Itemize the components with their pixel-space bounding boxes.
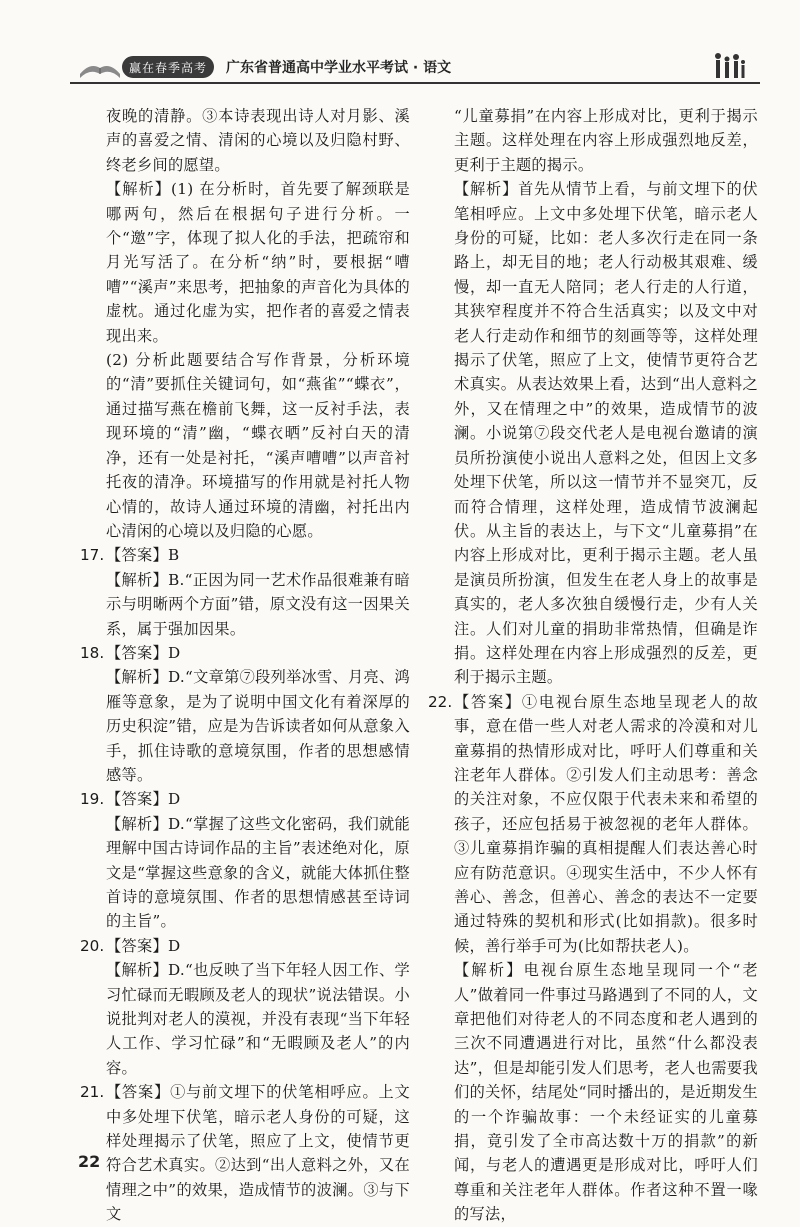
- question-17: [80, 543, 410, 641]
- answer-line: 【答案】D: [106, 643, 181, 662]
- question-number: 22.: [428, 692, 453, 711]
- header-rule: [70, 82, 760, 84]
- page-number: 22: [78, 1152, 101, 1171]
- answer-line: 【答案】D: [106, 790, 181, 809]
- book-title: 广东省普通高中学业水平考试 · 语文: [226, 60, 452, 76]
- left-column: [80, 104, 410, 1227]
- question-18: [80, 641, 410, 787]
- q16-answer-continued: 夜晚的清静。③本诗表现出诗人对月影、溪声的喜爱之情、清闲的心境以及归隐村野、终老乡间的愿望。: [106, 107, 410, 174]
- question-number: 17.: [80, 546, 105, 565]
- question-number: 20.: [80, 936, 105, 955]
- family-icon: [712, 50, 746, 80]
- q16-analysis-part1: 【解析】(1) 在分析时，首先要了解颈联是哪两句，然后在根据句子进行分析。一个“邀”字，体现了拟人化的手法，把疏帘和月光写活了。在分析“纳”时，要根据“嘈嘈”“溪声”来思考，把抽象的声音化为具体的虚枕。通过化虚为实，把作者的喜爱之情表现出来。: [106, 180, 410, 345]
- answer-line: 【答案】①电视台原生态地呈现老人的故事，意在借一些人对老人需求的冷漠和对儿童募捐的热情形成对比，呼吁人们尊重和关注老年人群体。②引发人们主动思考：善念的关注对象，不应仅限于代表未来和希望的孩子，还应包括易于被忽视的老年人群体。③儿童募捐诈骗的真相提醒人们表达善心时应有防范意识。④现实生活中，不少人怀有善心、善念，但善心、善念的表达不一定要通过特殊的契机和形式(比如捐款)。很多时候，善行举手可为(比如帮扶老人)。: [454, 692, 758, 955]
- analysis-text: 【解析】电视台原生态地呈现同一个“老人”做着同一件事过马路遇到了不同的人，文章把他们对待老人的不同态度和老人遇到的三次不同遭遇进行对比，虽然“什么都没表达”，但是却能引发人们思考，老人也需要我们的关怀，结尾处“同时播出的，是近期发生的一个诈骗故事：一个未经证实的儿童募捐，竟引发了全市高达数十万的捐款”的新闻，与老人的遭遇更是形成对比，呼吁人们尊重和关注老年人群体。作者这种不置一喙的写法，: [454, 961, 758, 1224]
- analysis-text: 【解析】D.“也反映了当下年轻人因工作、学习忙碌而无暇顾及老人的现状”说法错误。小说批判对老人的漠视，并没有表现“当下年轻人工作、学习忙碌”和“无暇顾及老人”的内容。: [106, 961, 410, 1077]
- question-22: [428, 690, 758, 1227]
- answer-line: 【答案】D: [106, 936, 181, 955]
- answer-line: 【答案】①与前文埋下的伏笔相呼应。上文中多处埋下伏笔，暗示老人身份的可疑，这样处理揭示了伏笔，照应了上文，使情节更符合艺术真实。②达到“出人意料之外，又在情理之中”的效果，造成情节的波澜。③与下文: [106, 1083, 410, 1224]
- open-book-icon: [78, 54, 122, 80]
- question-number: 21.: [80, 1083, 105, 1102]
- analysis-text: 【解析】B.“正因为同一艺术作品很难兼有暗示与明晰两个方面”错，原文没有这一因果关系，属于强加因果。: [106, 570, 410, 638]
- question-number: 19.: [80, 790, 105, 809]
- right-column: [428, 104, 758, 1227]
- q16-analysis-part2: (2) 分析此题要结合写作背景，分析环境的“清”要抓住关键词句，如“燕雀”“蝶衣”，通过描写燕在檐前飞舞，这一反衬手法，表现环境的“清”幽，“蝶衣晒”反衬白天的清净，还有一处是衬托，“溪声嘈嘈”以声音衬托夜的清净。环境描写的作用就是衬托人物心情的，故诗人通过环境的清幽，衬托出内心清闲的心境以及归隐的心愿。: [106, 351, 410, 540]
- q21-answer-continued: “儿童募捐”在内容上形成对比，更利于揭示主题。这样处理在内容上形成强烈地反差，更利于主题的揭示。: [454, 107, 758, 174]
- question-19: [80, 787, 410, 933]
- question-number: 18.: [80, 643, 105, 662]
- series-badge: 赢在春季高考: [122, 56, 214, 78]
- analysis-text: 【解析】D.“文章第⑦段列举冰雪、月亮、鸿雁等意象，是为了说明中国文化有着深厚的历史积淀”错，应是为告诉读者如何从意象入手，抓住诗歌的意境氛围，作者的思想感情感等。: [106, 668, 410, 784]
- answer-line: 【答案】B: [106, 546, 180, 565]
- analysis-text: 【解析】D.“掌握了这些文化密码，我们就能理解中国古诗词作品的主旨”表述绝对化，原文是“掌握这些意象的含义，就能大体抓住整首诗的意境氛围、作者的思想情感甚至诗词的主旨”。: [106, 814, 410, 931]
- question-20: [80, 934, 410, 1080]
- page-header: [0, 0, 800, 100]
- q21-analysis: 【解析】首先从情节上看，与前文埋下的伏笔相呼应。上文中多处埋下伏笔，暗示老人身份的可疑，比如：老人多次行走在同一条路上，却无目的地；老人行动极其艰难、缓慢，却一直无人陪同；老人行走的人行道，其狭窄程度并不符合生活真实；以及文中对老人行走动作和细节的刻画等等，这样处理揭示了伏笔，照应了上文，使情节更符合艺术真实。从表达效果上看，达到“出人意料之外，又在情理之中”的效果，造成情节的波澜。小说第⑦段交代老人是电视台邀请的演员所扮演使小说出人意料之处，但因上文多处埋下伏笔，所以这一情节并不显突兀，反而符合情理，这样处理，造成情节波澜起伏。从主旨的表达上，与下文“儿童募捐”在内容上形成对比，更利于揭示主题。老人虽是演员所扮演，但发生在老人身上的故事是真实的，老人多次独自缓慢行走，少有人关注。人们对儿童的捐助非常热情，但确是诈捐。这样处理在内容上形成强烈的反差，更利于揭示主题。: [454, 180, 758, 687]
- question-21: [80, 1080, 410, 1226]
